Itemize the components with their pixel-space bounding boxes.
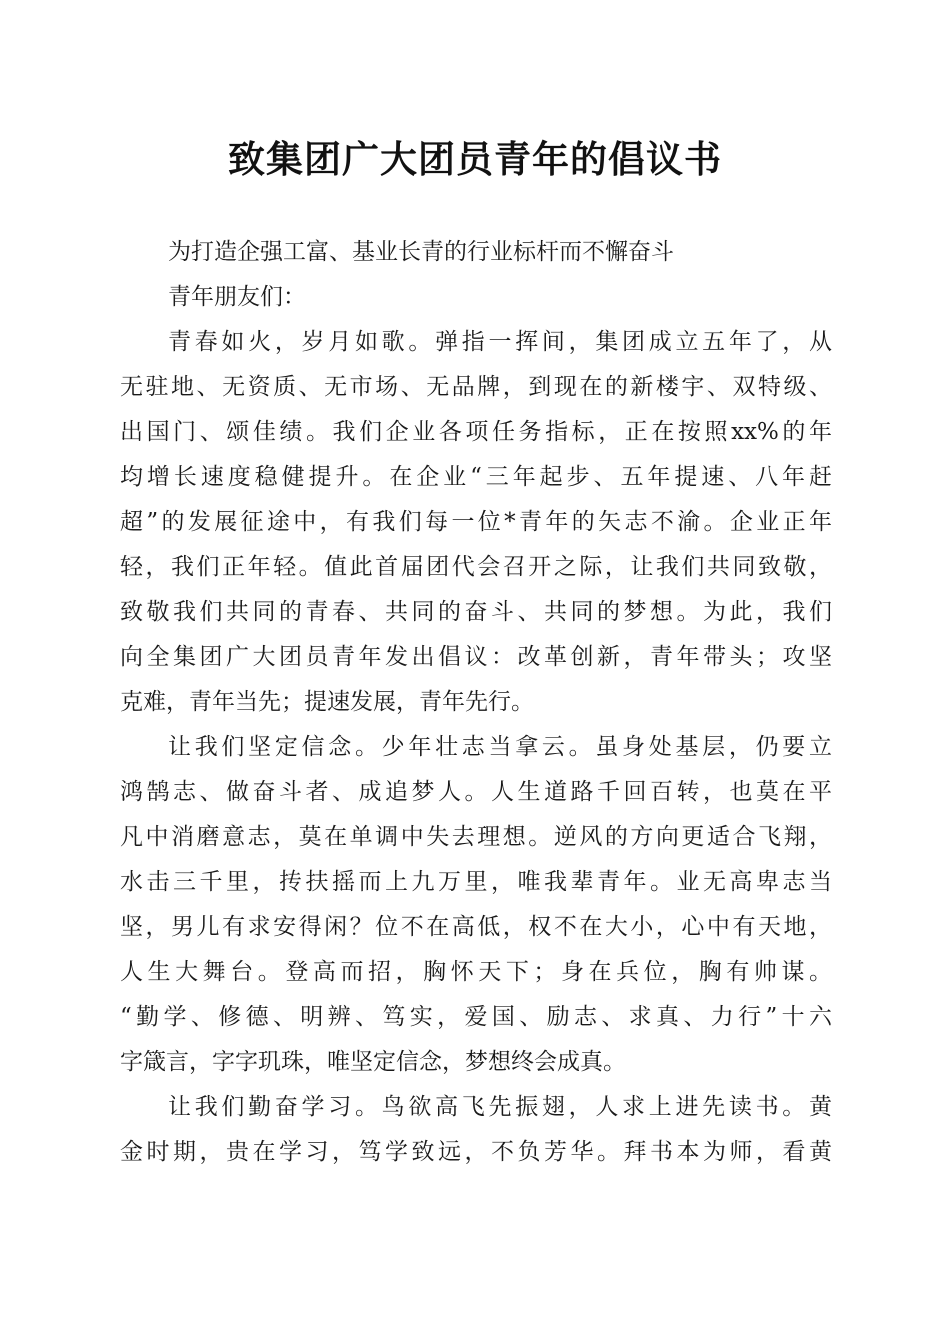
body-line: 鸿鹄志、做奋斗者、成追梦人。人生道路千回百转，也莫在平: [120, 779, 832, 805]
body-line: 向全集团广大团员青年发出倡议：改革创新，青年带头；攻坚: [120, 644, 832, 670]
document-body: [120, 230, 832, 1175]
body-line: 超”的发展征途中，有我们每一位*青年的矢志不渝。企业正年: [120, 509, 832, 535]
body-line: 人生大舞台。登高而招，胸怀天下；身在兵位，胸有帅谋。: [120, 959, 832, 985]
body-line: 轻，我们正年轻。值此首届团代会召开之际，让我们共同致敬，: [120, 554, 832, 580]
body-line: 字箴言，字字玑珠，唯坚定信念，梦想终会成真。: [120, 1049, 626, 1075]
body-line: 让我们勤奋学习。鸟欲高飞先振翅，人求上进先读书。黄: [168, 1094, 832, 1120]
body-line: 致敬我们共同的青春、共同的奋斗、共同的梦想。为此，我们: [120, 599, 832, 625]
body-line: “勤学、修德、明辨、笃实，爱国、励志、求真、力行”十六: [120, 1004, 832, 1030]
body-line: 水击三千里，抟扶摇而上九万里，唯我辈青年。业无高卑志当: [120, 869, 832, 895]
body-line: 青春如火，岁月如歌。弹指一挥间，集团成立五年了，从: [168, 329, 832, 355]
document-title: 致集团广大团员青年的倡议书: [228, 137, 722, 181]
body-line: 青年朋友们：: [168, 284, 306, 310]
body-line: 让我们坚定信念。少年壮志当拿云。虽身处基层，仍要立: [168, 734, 832, 760]
body-line: 为打造企强工富、基业长青的行业标杆而不懈奋斗: [168, 239, 674, 265]
body-line: 出国门、颂佳绩。我们企业各项任务指标，正在按照xx%的年: [120, 419, 832, 445]
body-line: 金时期，贵在学习，笃学致远，不负芳华。拜书本为师，看黄: [120, 1139, 832, 1165]
body-line: 坚，男儿有求安得闲？位不在高低，权不在大小，心中有天地，: [120, 914, 832, 940]
body-line: 克难，青年当先；提速发展，青年先行。: [120, 689, 534, 715]
body-line: 均增长速度稳健提升。在企业“三年起步、五年提速、八年赶: [120, 464, 832, 490]
body-line: 凡中消磨意志，莫在单调中失去理想。逆风的方向更适合飞翔，: [120, 824, 832, 850]
body-line: 无驻地、无资质、无市场、无品牌，到现在的新楼宇、双特级、: [120, 374, 832, 400]
